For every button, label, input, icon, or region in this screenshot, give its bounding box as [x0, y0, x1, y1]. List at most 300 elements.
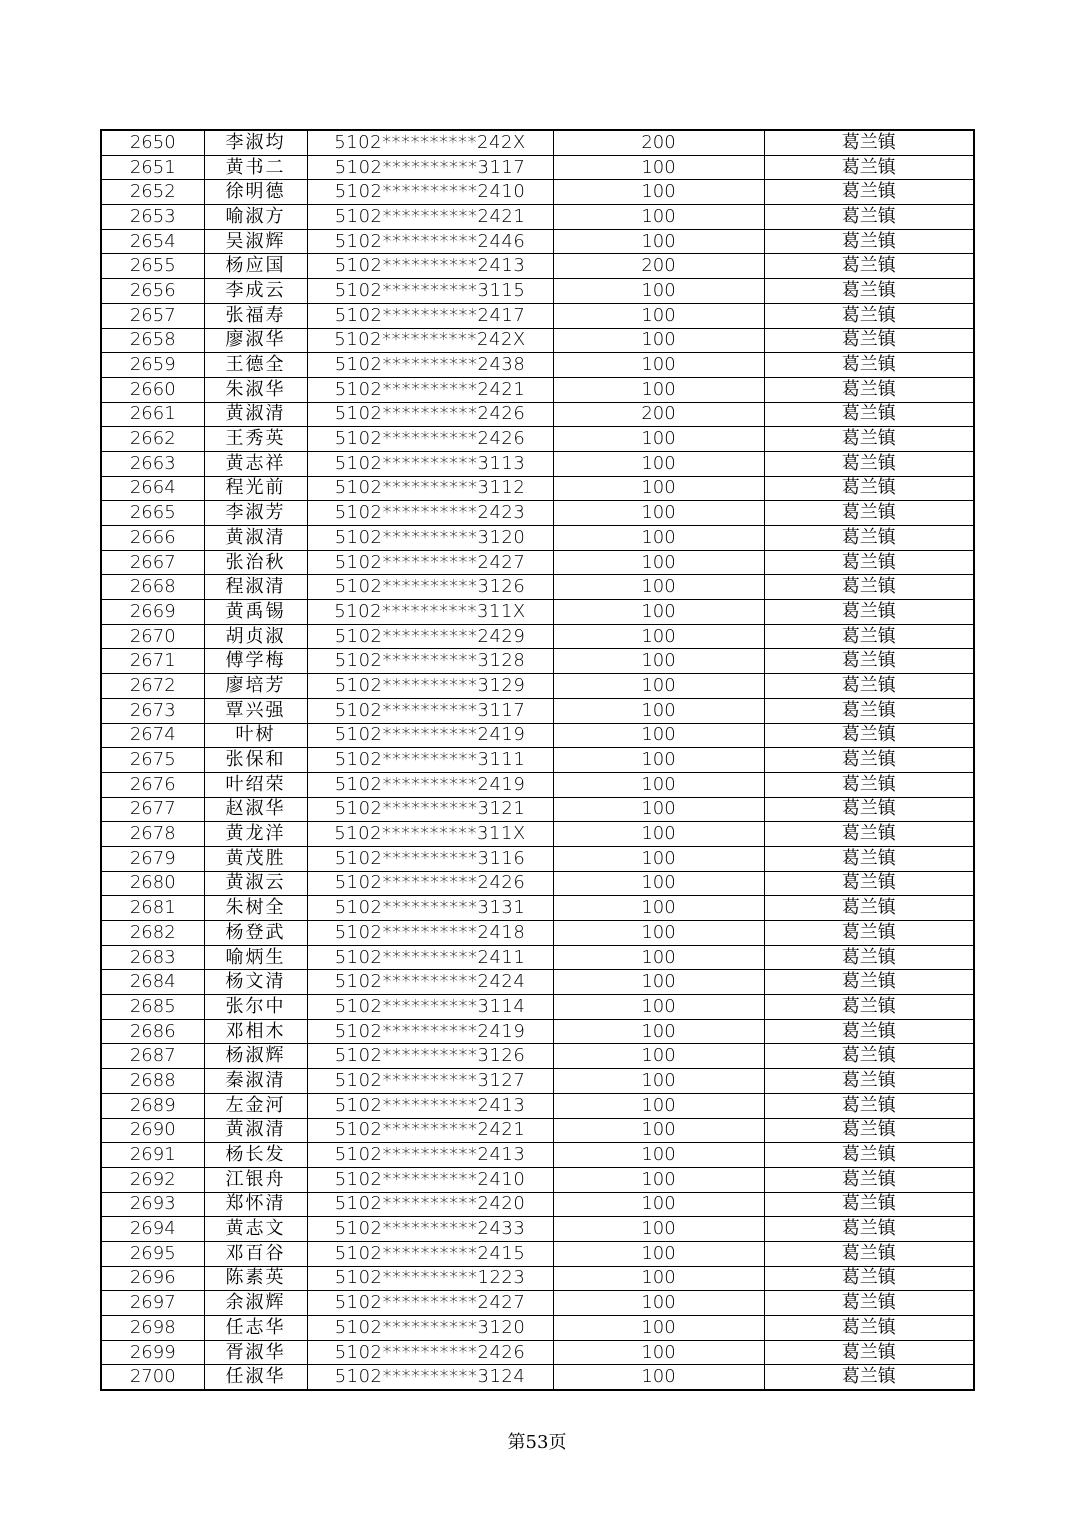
id-number-cell: 5102**********2419 — [307, 723, 553, 748]
id-number-cell: 5102**********3117 — [307, 698, 553, 723]
name-cell: 杨应国 — [204, 254, 307, 279]
id-number-cell: 5102**********3120 — [307, 526, 553, 551]
table-row — [101, 451, 974, 476]
name-cell: 邓相木 — [204, 1019, 307, 1044]
table-row — [101, 550, 974, 575]
amount-cell: 100 — [553, 205, 764, 230]
amount-cell: 100 — [553, 1044, 764, 1069]
id-number-cell: 5102**********3126 — [307, 1044, 553, 1069]
name-cell: 杨长发 — [204, 1143, 307, 1168]
amount-cell: 100 — [553, 995, 764, 1020]
amount-cell: 200 — [553, 254, 764, 279]
name-cell: 王德全 — [204, 353, 307, 378]
town-cell: 葛兰镇 — [764, 1241, 974, 1266]
amount-cell: 100 — [553, 674, 764, 699]
table-row — [101, 1019, 974, 1044]
town-cell: 葛兰镇 — [764, 427, 974, 452]
town-cell: 葛兰镇 — [764, 1069, 974, 1094]
town-cell: 葛兰镇 — [764, 995, 974, 1020]
id-number-cell: 5102**********3127 — [307, 1069, 553, 1094]
name-cell: 陈素英 — [204, 1266, 307, 1291]
town-cell: 葛兰镇 — [764, 279, 974, 304]
town-cell: 葛兰镇 — [764, 1365, 974, 1390]
row-number-cell: 2692 — [101, 1167, 204, 1192]
page-number: 第53页 — [507, 1432, 567, 1453]
table-row — [101, 476, 974, 501]
name-cell: 黄茂胜 — [204, 846, 307, 871]
town-cell: 葛兰镇 — [764, 575, 974, 600]
id-number-cell: 5102**********2424 — [307, 970, 553, 995]
name-cell: 黄志祥 — [204, 451, 307, 476]
id-number-cell: 5102**********2426 — [307, 427, 553, 452]
row-number-cell: 2682 — [101, 921, 204, 946]
amount-cell: 100 — [553, 1291, 764, 1316]
name-cell: 徐明德 — [204, 180, 307, 205]
row-number-cell: 2698 — [101, 1316, 204, 1341]
table-row — [101, 130, 974, 155]
town-cell: 葛兰镇 — [764, 698, 974, 723]
row-number-cell: 2675 — [101, 748, 204, 773]
name-cell: 王秀英 — [204, 427, 307, 452]
table-row — [101, 1044, 974, 1069]
town-cell: 葛兰镇 — [764, 328, 974, 353]
table-row — [101, 698, 974, 723]
table-row — [101, 822, 974, 847]
row-number-cell: 2690 — [101, 1118, 204, 1143]
id-number-cell: 5102**********3124 — [307, 1365, 553, 1390]
amount-cell: 100 — [553, 1241, 764, 1266]
town-cell: 葛兰镇 — [764, 402, 974, 427]
row-number-cell: 2657 — [101, 303, 204, 328]
id-number-cell: 5102**********2413 — [307, 1143, 553, 1168]
row-number-cell: 2697 — [101, 1291, 204, 1316]
row-number-cell: 2685 — [101, 995, 204, 1020]
table-row — [101, 723, 974, 748]
table-row — [101, 896, 974, 921]
town-cell: 葛兰镇 — [764, 1340, 974, 1365]
town-cell: 葛兰镇 — [764, 674, 974, 699]
row-number-cell: 2663 — [101, 451, 204, 476]
row-number-cell: 2687 — [101, 1044, 204, 1069]
name-cell: 覃兴强 — [204, 698, 307, 723]
id-number-cell: 5102**********3116 — [307, 846, 553, 871]
id-number-cell: 5102**********2413 — [307, 254, 553, 279]
table-row — [101, 303, 974, 328]
name-cell: 任志华 — [204, 1316, 307, 1341]
table-row — [101, 1093, 974, 1118]
row-number-cell: 2691 — [101, 1143, 204, 1168]
table-row — [101, 970, 974, 995]
name-cell: 余淑辉 — [204, 1291, 307, 1316]
table-row — [101, 575, 974, 600]
town-cell: 葛兰镇 — [764, 1118, 974, 1143]
name-cell: 李成云 — [204, 279, 307, 304]
amount-cell: 100 — [553, 723, 764, 748]
name-cell: 朱树全 — [204, 896, 307, 921]
row-number-cell: 2669 — [101, 600, 204, 625]
name-cell: 黄书二 — [204, 155, 307, 180]
table-row — [101, 353, 974, 378]
row-number-cell: 2681 — [101, 896, 204, 921]
amount-cell: 100 — [553, 772, 764, 797]
id-number-cell: 5102**********2427 — [307, 1291, 553, 1316]
amount-cell: 100 — [553, 1019, 764, 1044]
table-row — [101, 1316, 974, 1341]
table-row — [101, 427, 974, 452]
table-row — [101, 871, 974, 896]
id-number-cell: 5102**********3128 — [307, 649, 553, 674]
name-cell: 廖淑华 — [204, 328, 307, 353]
row-number-cell: 2658 — [101, 328, 204, 353]
row-number-cell: 2677 — [101, 797, 204, 822]
amount-cell: 100 — [553, 1217, 764, 1242]
row-number-cell: 2686 — [101, 1019, 204, 1044]
town-cell: 葛兰镇 — [764, 229, 974, 254]
amount-cell: 200 — [553, 402, 764, 427]
id-number-cell: 5102**********2429 — [307, 624, 553, 649]
name-cell: 秦淑清 — [204, 1069, 307, 1094]
table-row — [101, 1217, 974, 1242]
table-row — [101, 1365, 974, 1390]
name-cell: 张尔中 — [204, 995, 307, 1020]
id-number-cell: 5102**********3120 — [307, 1316, 553, 1341]
town-cell: 葛兰镇 — [764, 797, 974, 822]
row-number-cell: 2665 — [101, 501, 204, 526]
name-cell: 杨文清 — [204, 970, 307, 995]
row-number-cell: 2653 — [101, 205, 204, 230]
amount-cell: 100 — [553, 526, 764, 551]
id-number-cell: 5102**********2426 — [307, 402, 553, 427]
id-number-cell: 5102**********311X — [307, 822, 553, 847]
row-number-cell: 2683 — [101, 945, 204, 970]
amount-cell: 100 — [553, 896, 764, 921]
id-number-cell: 5102**********2413 — [307, 1093, 553, 1118]
id-number-cell: 5102**********3111 — [307, 748, 553, 773]
row-number-cell: 2695 — [101, 1241, 204, 1266]
name-cell: 叶绍荣 — [204, 772, 307, 797]
row-number-cell: 2688 — [101, 1069, 204, 1094]
amount-cell: 100 — [553, 846, 764, 871]
row-number-cell: 2650 — [101, 130, 204, 155]
id-number-cell: 5102**********3114 — [307, 995, 553, 1020]
name-cell: 李淑均 — [204, 130, 307, 155]
town-cell: 葛兰镇 — [764, 723, 974, 748]
id-number-cell: 5102**********2410 — [307, 1167, 553, 1192]
name-cell: 叶树 — [204, 723, 307, 748]
name-cell: 左金河 — [204, 1093, 307, 1118]
town-cell: 葛兰镇 — [764, 1192, 974, 1217]
town-cell: 葛兰镇 — [764, 303, 974, 328]
town-cell: 葛兰镇 — [764, 896, 974, 921]
id-number-cell: 5102**********2410 — [307, 180, 553, 205]
table-row — [101, 1192, 974, 1217]
town-cell: 葛兰镇 — [764, 1044, 974, 1069]
town-cell: 葛兰镇 — [764, 748, 974, 773]
row-number-cell: 2651 — [101, 155, 204, 180]
town-cell: 葛兰镇 — [764, 1143, 974, 1168]
amount-cell: 100 — [553, 748, 764, 773]
name-cell: 朱淑华 — [204, 377, 307, 402]
town-cell: 葛兰镇 — [764, 1291, 974, 1316]
town-cell: 葛兰镇 — [764, 649, 974, 674]
name-cell: 江银舟 — [204, 1167, 307, 1192]
town-cell: 葛兰镇 — [764, 1019, 974, 1044]
id-number-cell: 5102**********3126 — [307, 575, 553, 600]
row-number-cell: 2694 — [101, 1217, 204, 1242]
town-cell: 葛兰镇 — [764, 822, 974, 847]
amount-cell: 100 — [553, 279, 764, 304]
amount-cell: 100 — [553, 451, 764, 476]
town-cell: 葛兰镇 — [764, 501, 974, 526]
name-cell: 杨淑辉 — [204, 1044, 307, 1069]
town-cell: 葛兰镇 — [764, 871, 974, 896]
records-table — [100, 129, 975, 1391]
town-cell: 葛兰镇 — [764, 180, 974, 205]
town-cell: 葛兰镇 — [764, 377, 974, 402]
row-number-cell: 2671 — [101, 649, 204, 674]
amount-cell: 100 — [553, 501, 764, 526]
amount-cell: 100 — [553, 1118, 764, 1143]
id-number-cell: 5102**********3113 — [307, 451, 553, 476]
id-number-cell: 5102**********3112 — [307, 476, 553, 501]
town-cell: 葛兰镇 — [764, 550, 974, 575]
name-cell: 杨登武 — [204, 921, 307, 946]
amount-cell: 100 — [553, 1167, 764, 1192]
id-number-cell: 5102**********2421 — [307, 205, 553, 230]
amount-cell: 100 — [553, 1192, 764, 1217]
name-cell: 廖培芳 — [204, 674, 307, 699]
table-row — [101, 402, 974, 427]
amount-cell: 100 — [553, 945, 764, 970]
id-number-cell: 5102**********242X — [307, 130, 553, 155]
table-row — [101, 377, 974, 402]
name-cell: 黄禹锡 — [204, 600, 307, 625]
town-cell: 葛兰镇 — [764, 772, 974, 797]
id-number-cell: 5102**********2426 — [307, 1340, 553, 1365]
id-number-cell: 5102**********2415 — [307, 1241, 553, 1266]
id-number-cell: 5102**********2426 — [307, 871, 553, 896]
amount-cell: 100 — [553, 600, 764, 625]
name-cell: 黄淑清 — [204, 1118, 307, 1143]
town-cell: 葛兰镇 — [764, 476, 974, 501]
row-number-cell: 2676 — [101, 772, 204, 797]
town-cell: 葛兰镇 — [764, 970, 974, 995]
table-row — [101, 180, 974, 205]
town-cell: 葛兰镇 — [764, 1093, 974, 1118]
id-number-cell: 5102**********2438 — [307, 353, 553, 378]
row-number-cell: 2662 — [101, 427, 204, 452]
amount-cell: 100 — [553, 1143, 764, 1168]
town-cell: 葛兰镇 — [764, 600, 974, 625]
table-row — [101, 600, 974, 625]
row-number-cell: 2652 — [101, 180, 204, 205]
amount-cell: 100 — [553, 698, 764, 723]
table-row — [101, 674, 974, 699]
id-number-cell: 5102**********2420 — [307, 1192, 553, 1217]
row-number-cell: 2674 — [101, 723, 204, 748]
name-cell: 赵淑华 — [204, 797, 307, 822]
id-number-cell: 5102**********2411 — [307, 945, 553, 970]
town-cell: 葛兰镇 — [764, 921, 974, 946]
table-row — [101, 649, 974, 674]
name-cell: 傅学梅 — [204, 649, 307, 674]
row-number-cell: 2667 — [101, 550, 204, 575]
id-number-cell: 5102**********2446 — [307, 229, 553, 254]
amount-cell: 100 — [553, 575, 764, 600]
table-row — [101, 921, 974, 946]
amount-cell: 100 — [553, 180, 764, 205]
table-row — [101, 1266, 974, 1291]
name-cell: 程光前 — [204, 476, 307, 501]
id-number-cell: 5102**********2421 — [307, 1118, 553, 1143]
amount-cell: 100 — [553, 797, 764, 822]
name-cell: 黄淑云 — [204, 871, 307, 896]
row-number-cell: 2654 — [101, 229, 204, 254]
amount-cell: 200 — [553, 130, 764, 155]
amount-cell: 100 — [553, 1316, 764, 1341]
amount-cell: 100 — [553, 155, 764, 180]
name-cell: 黄淑清 — [204, 526, 307, 551]
name-cell: 黄志文 — [204, 1217, 307, 1242]
amount-cell: 100 — [553, 476, 764, 501]
records-table-body — [101, 130, 974, 1390]
amount-cell: 100 — [553, 649, 764, 674]
table-row — [101, 1118, 974, 1143]
amount-cell: 100 — [553, 550, 764, 575]
name-cell: 喻炳生 — [204, 945, 307, 970]
table-row — [101, 772, 974, 797]
amount-cell: 100 — [553, 229, 764, 254]
amount-cell: 100 — [553, 427, 764, 452]
amount-cell: 100 — [553, 970, 764, 995]
table-row — [101, 526, 974, 551]
amount-cell: 100 — [553, 303, 764, 328]
name-cell: 张保和 — [204, 748, 307, 773]
row-number-cell: 2689 — [101, 1093, 204, 1118]
table-row — [101, 995, 974, 1020]
town-cell: 葛兰镇 — [764, 254, 974, 279]
row-number-cell: 2699 — [101, 1340, 204, 1365]
row-number-cell: 2655 — [101, 254, 204, 279]
row-number-cell: 2660 — [101, 377, 204, 402]
row-number-cell: 2659 — [101, 353, 204, 378]
name-cell: 胥淑华 — [204, 1340, 307, 1365]
amount-cell: 100 — [553, 1365, 764, 1390]
id-number-cell: 5102**********2423 — [307, 501, 553, 526]
table-row — [101, 624, 974, 649]
id-number-cell: 5102**********2418 — [307, 921, 553, 946]
amount-cell: 100 — [553, 353, 764, 378]
town-cell: 葛兰镇 — [764, 1167, 974, 1192]
table-row — [101, 254, 974, 279]
amount-cell: 100 — [553, 377, 764, 402]
name-cell: 张治秋 — [204, 550, 307, 575]
town-cell: 葛兰镇 — [764, 130, 974, 155]
name-cell: 吴淑辉 — [204, 229, 307, 254]
table-row — [101, 205, 974, 230]
town-cell: 葛兰镇 — [764, 526, 974, 551]
row-number-cell: 2673 — [101, 698, 204, 723]
table-row — [101, 748, 974, 773]
id-number-cell: 5102**********2427 — [307, 550, 553, 575]
name-cell: 邓百谷 — [204, 1241, 307, 1266]
name-cell: 程淑清 — [204, 575, 307, 600]
id-number-cell: 5102**********3129 — [307, 674, 553, 699]
table-row — [101, 945, 974, 970]
table-row — [101, 328, 974, 353]
town-cell: 葛兰镇 — [764, 624, 974, 649]
id-number-cell: 5102**********3117 — [307, 155, 553, 180]
amount-cell: 100 — [553, 624, 764, 649]
table-row — [101, 1340, 974, 1365]
id-number-cell: 5102**********2433 — [307, 1217, 553, 1242]
amount-cell: 100 — [553, 1266, 764, 1291]
table-row — [101, 501, 974, 526]
row-number-cell: 2693 — [101, 1192, 204, 1217]
table-row — [101, 1167, 974, 1192]
table-row — [101, 1291, 974, 1316]
table-row — [101, 1143, 974, 1168]
town-cell: 葛兰镇 — [764, 1316, 974, 1341]
name-cell: 郑怀清 — [204, 1192, 307, 1217]
amount-cell: 100 — [553, 822, 764, 847]
id-number-cell: 5102**********2421 — [307, 377, 553, 402]
amount-cell: 100 — [553, 328, 764, 353]
name-cell: 李淑芳 — [204, 501, 307, 526]
id-number-cell: 5102**********2419 — [307, 1019, 553, 1044]
town-cell: 葛兰镇 — [764, 846, 974, 871]
amount-cell: 100 — [553, 871, 764, 896]
row-number-cell: 2684 — [101, 970, 204, 995]
amount-cell: 100 — [553, 1069, 764, 1094]
row-number-cell: 2656 — [101, 279, 204, 304]
row-number-cell: 2666 — [101, 526, 204, 551]
name-cell: 黄淑清 — [204, 402, 307, 427]
id-number-cell: 5102**********3115 — [307, 279, 553, 304]
name-cell: 胡贞淑 — [204, 624, 307, 649]
name-cell: 任淑华 — [204, 1365, 307, 1390]
name-cell: 黄龙洋 — [204, 822, 307, 847]
row-number-cell: 2679 — [101, 846, 204, 871]
name-cell: 喻淑方 — [204, 205, 307, 230]
amount-cell: 100 — [553, 1340, 764, 1365]
row-number-cell: 2664 — [101, 476, 204, 501]
town-cell: 葛兰镇 — [764, 155, 974, 180]
id-number-cell: 5102**********3121 — [307, 797, 553, 822]
town-cell: 葛兰镇 — [764, 945, 974, 970]
amount-cell: 100 — [553, 1093, 764, 1118]
town-cell: 葛兰镇 — [764, 1266, 974, 1291]
table-row — [101, 279, 974, 304]
row-number-cell: 2661 — [101, 402, 204, 427]
row-number-cell: 2700 — [101, 1365, 204, 1390]
id-number-cell: 5102**********1223 — [307, 1266, 553, 1291]
row-number-cell: 2670 — [101, 624, 204, 649]
town-cell: 葛兰镇 — [764, 353, 974, 378]
table-row — [101, 229, 974, 254]
name-cell: 张福寿 — [204, 303, 307, 328]
table-row — [101, 155, 974, 180]
row-number-cell: 2672 — [101, 674, 204, 699]
town-cell: 葛兰镇 — [764, 205, 974, 230]
id-number-cell: 5102**********2417 — [307, 303, 553, 328]
id-number-cell: 5102**********311X — [307, 600, 553, 625]
town-cell: 葛兰镇 — [764, 1217, 974, 1242]
row-number-cell: 2696 — [101, 1266, 204, 1291]
table-row — [101, 846, 974, 871]
row-number-cell: 2680 — [101, 871, 204, 896]
amount-cell: 100 — [553, 921, 764, 946]
